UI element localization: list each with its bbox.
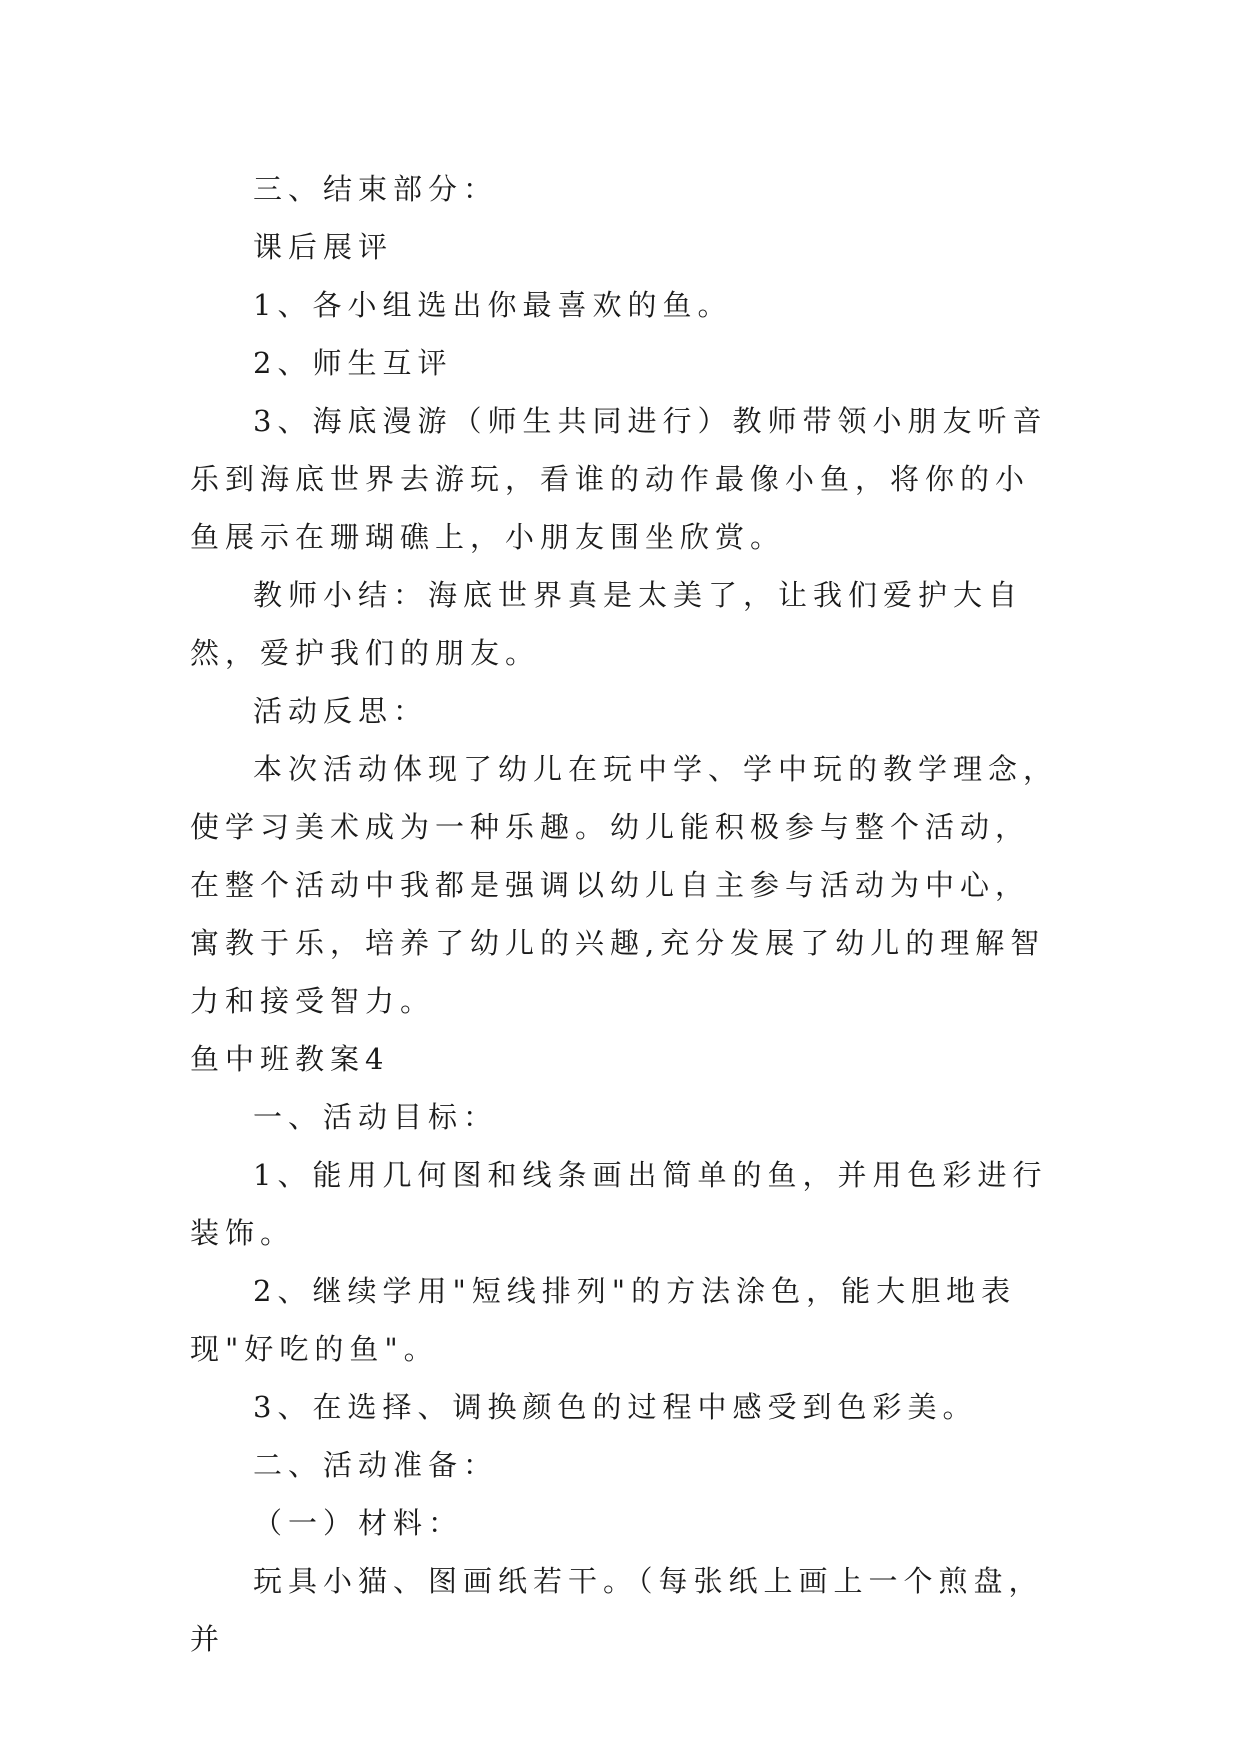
subsection-heading-materials: （一）材料： — [253, 1506, 464, 1540]
section-heading-preparation: 二、活动准备： — [253, 1448, 499, 1482]
paragraph-review: 课后展评 — [253, 230, 394, 264]
document-body — [190, 160, 1060, 1668]
paragraph-reflection: 本次活动体现了幼儿在玩中学、学中玩的教学理念，使学习美术成为一种乐趣。幼儿能积极参与整个活动，在整个活动中我都是强调以幼儿自主参与活动为中心，寓教于乐，培养了幼儿的兴趣,充分发展了幼儿的理解智力和接受智力。 — [190, 752, 1059, 1018]
section-heading-goals: 一、活动目标： — [253, 1100, 499, 1134]
section-heading-reflection: 活动反思： — [253, 694, 429, 728]
list-item: 1、能用几何图和线条画出简单的鱼，并用色彩进行装饰。 — [190, 1158, 1048, 1250]
list-item: 2、继续学用"短线排列"的方法涂色，能大胆地表现"好吃的鱼"。 — [190, 1274, 1017, 1366]
list-item: 1、各小组选出你最喜欢的鱼。 — [253, 288, 733, 322]
list-item: 3、海底漫游（师生共同进行）教师带领小朋友听音乐到海底世界去游玩，看谁的动作最像小鱼，将你的小鱼展示在珊瑚礁上，小朋友围坐欣赏。 — [190, 404, 1048, 554]
lesson-title: 鱼中班教案4 — [190, 1042, 390, 1076]
paragraph-materials: 玩具小猫、图画纸若干。（每张纸上画上一个煎盘，并 — [190, 1564, 1044, 1656]
section-heading-ending: 三、结束部分： — [253, 172, 499, 206]
list-item: 3、在选择、调换颜色的过程中感受到色彩美。 — [253, 1390, 978, 1424]
paragraph-summary: 教师小结：海底世界真是太美了，让我们爱护大自然，爱护我们的朋友。 — [190, 578, 1024, 670]
list-item: 2、师生互评 — [253, 346, 453, 380]
